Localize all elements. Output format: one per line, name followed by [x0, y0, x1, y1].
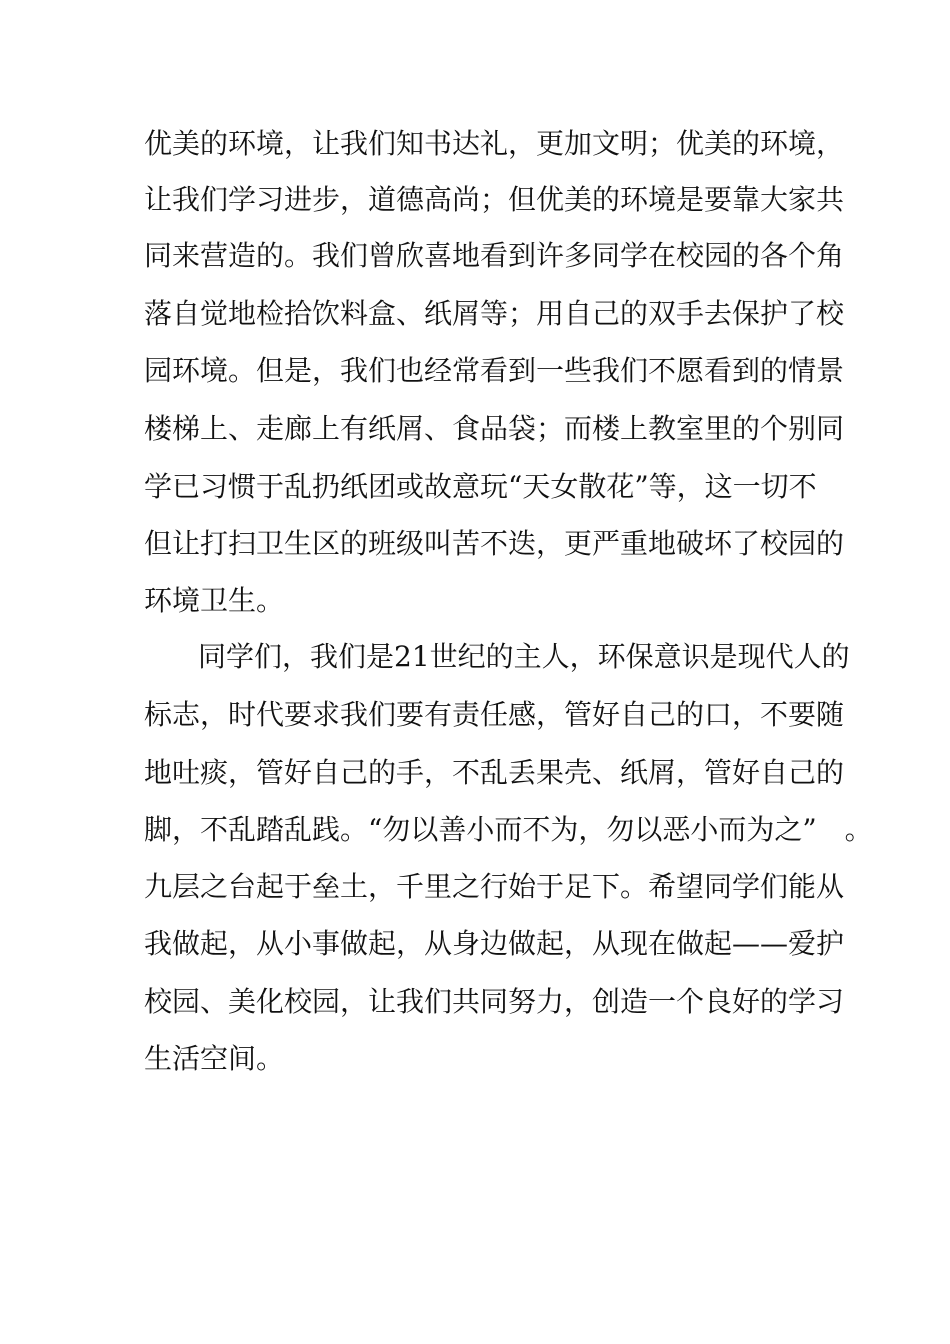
text-line-8: 但让打扫卫生区的班级叫苦不迭，更严重地破坏了校园的 — [144, 527, 845, 560]
text-line-11: 标志，时代要求我们要有责任感，管好自己的口，不要随 — [144, 698, 845, 731]
text-line-14: 九层之台起于垒土，千里之行始于足下。希望同学们能从 — [144, 870, 845, 903]
text-line-9: 环境卫生。 — [144, 584, 285, 617]
text-line-10: 同学们，我们是21世纪的主人，环保意识是现代人的 — [198, 640, 850, 673]
text-line-16: 校园、美化校园，让我们共同努力，创造一个良好的学习 — [144, 985, 845, 1018]
text-line-2: 让我们学习进步，道德高尚；但优美的环境是要靠大家共 — [144, 183, 845, 216]
text-line-4: 落自觉地检拾饮料盒、纸屑等；用自己的双手去保护了校 — [144, 297, 845, 330]
text-line-5: 园环境。但是，我们也经常看到一些我们不愿看到的情景 — [144, 354, 845, 387]
text-line-7: 学已习惯于乱扔纸团或故意玩“天女散花”等，这一切不 — [144, 470, 817, 503]
text-line-6: 楼梯上、走廊上有纸屑、食品袋；而楼上教室里的个别同 — [144, 412, 845, 445]
text-line-12: 地吐痰，管好自己的手，不乱丢果壳、纸屑，管好自己的 — [144, 756, 845, 789]
text-line-15: 我做起，从小事做起，从身边做起，从现在做起——爱护 — [144, 927, 845, 960]
text-line-1: 优美的环境，让我们知书达礼，更加文明；优美的环境， — [144, 127, 845, 160]
text-line-13: 脚，不乱踏乱践。“勿以善小而不为，勿以恶小而为之” 。 — [144, 813, 873, 846]
text-line-17: 生活空间。 — [144, 1042, 285, 1075]
text-line-3: 同来营造的。我们曾欣喜地看到许多同学在校园的各个角 — [144, 239, 845, 272]
